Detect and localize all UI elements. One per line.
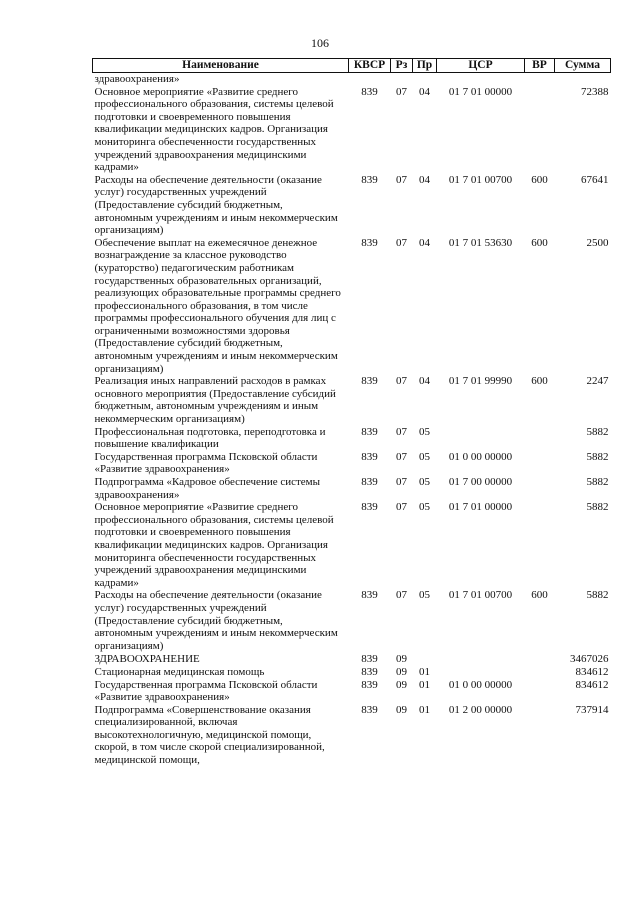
table-row: [93, 501, 611, 589]
row-name: Подпрограмма «Кадровое обеспечение системы здравоохранения»: [94, 476, 321, 501]
row-sum: 2247: [586, 375, 609, 388]
budget-table: [92, 58, 611, 767]
table-row: [93, 652, 611, 666]
row-kvsr: 839: [361, 501, 378, 514]
row-name: Стационарная медицинская помощь: [94, 665, 265, 678]
row-name: Основное мероприятие «Развитие среднего профессионального образования, системы целевой подготовки и своевременного повышения квалификации медицинских кадров. Организация мониторинга обеспеченности государственных учреждений здравоохранения медицинскими кадрами»: [94, 85, 334, 174]
row-sum: 5882: [586, 450, 609, 463]
table-row: [93, 666, 611, 679]
header-vr: ВР: [525, 59, 555, 73]
row-sum: 5882: [586, 425, 609, 438]
row-sum: 2500: [586, 236, 609, 249]
row-pr: 05: [419, 501, 430, 514]
table-row: [93, 589, 611, 652]
row-rz: 09: [396, 665, 407, 678]
row-rz: 07: [396, 589, 407, 602]
row-kvsr: 839: [361, 476, 378, 488]
row-name: Государственная программа Псковской области «Развитие здравоохранения»: [94, 678, 318, 704]
row-vr: [525, 666, 555, 679]
row-pr: 01: [419, 703, 430, 716]
row-kvsr: 839: [361, 425, 378, 438]
header-csr: ЦСР: [437, 59, 525, 73]
row-name: Подпрограмма «Совершенствование оказания специализированной, включая высокотехнологичную, медицинской помощи, скорой, в том числе скорой специализированной, медицинской помощи,: [94, 703, 325, 767]
page-number: 106: [311, 36, 329, 50]
row-sum: 3467026: [570, 653, 609, 666]
row-csr: 01 7 01 00700: [448, 173, 513, 186]
row-pr: 05: [419, 476, 430, 488]
table-row: [93, 174, 611, 237]
row-vr: [525, 704, 555, 767]
row-rz: 07: [396, 450, 407, 463]
row-csr: 01 0 00 00000: [448, 450, 513, 463]
header-rz: Рз: [391, 59, 413, 73]
row-csr: [437, 666, 525, 679]
row-name: Основное мероприятие «Развитие среднего профессионального образования, системы целевой подготовки и своевременного повышения квалификации медицинских кадров. Организация мониторинга обеспеченности государственных учреждений здравоохранения медицинскими кадрами»: [94, 501, 334, 589]
table-row: [93, 704, 611, 767]
row-vr: [525, 501, 555, 589]
row-pr: 04: [419, 173, 430, 186]
row-kvsr: 839: [361, 665, 378, 678]
row-vr: 600: [531, 589, 548, 602]
row-rz: 07: [396, 425, 407, 438]
row-kvsr: 839: [361, 703, 378, 716]
row-csr: 01 7 01 00700: [448, 589, 513, 602]
header-name: Наименование: [93, 59, 349, 73]
row-kvsr: 839: [361, 589, 378, 602]
row-vr: 600: [531, 375, 548, 388]
row-rz: [391, 73, 413, 86]
row-csr: [437, 73, 525, 86]
row-rz: 07: [396, 501, 407, 514]
row-csr: 01 7 01 53630: [448, 236, 513, 249]
row-rz: 07: [396, 236, 407, 249]
table-row: [93, 237, 611, 376]
row-csr: 01 7 01 00000: [448, 85, 513, 98]
row-vr: [525, 476, 555, 501]
table-row: [93, 426, 611, 451]
table-row: [93, 86, 611, 174]
row-pr: [413, 73, 437, 86]
row-vr: [525, 86, 555, 174]
row-rz: 07: [396, 375, 407, 388]
row-vr: [525, 73, 555, 86]
row-rz: 09: [396, 678, 407, 691]
row-kvsr: 839: [361, 85, 378, 98]
row-kvsr: 839: [361, 375, 378, 388]
row-name: Расходы на обеспечение деятельности (оказание услуг) государственных учреждений (Предоставление субсидий бюджетным, автономным учреждениям и иным некоммерческим организациям): [94, 589, 338, 652]
row-vr: [525, 652, 555, 666]
header-kvsr: КВСР: [349, 59, 391, 73]
header-sum: Сумма: [555, 59, 611, 73]
row-vr: [525, 451, 555, 476]
row-pr: [413, 652, 437, 666]
row-sum: 834612: [575, 678, 609, 691]
row-sum: 72388: [581, 85, 609, 98]
row-kvsr: 839: [361, 450, 378, 463]
row-csr: [437, 426, 525, 451]
row-csr: 01 7 01 00000: [448, 501, 513, 514]
table-header-row: [93, 59, 611, 73]
row-pr: 04: [419, 375, 430, 388]
row-kvsr: 839: [361, 678, 378, 691]
row-sum: [555, 73, 611, 86]
row-pr: 04: [419, 236, 430, 249]
row-sum: 5882: [586, 589, 609, 602]
row-csr: [437, 652, 525, 666]
row-pr: 05: [419, 589, 430, 602]
row-pr: 05: [419, 450, 430, 463]
row-kvsr: [349, 73, 391, 86]
row-rz: 09: [396, 653, 407, 666]
row-pr: 01: [419, 665, 430, 678]
row-vr: 600: [531, 236, 548, 249]
table-row: [93, 679, 611, 704]
header-pr: Пр: [413, 59, 437, 73]
row-name: здравоохранения»: [94, 73, 180, 85]
row-rz: 09: [396, 703, 407, 716]
row-kvsr: 839: [361, 236, 378, 249]
table-row: [93, 476, 611, 501]
row-csr: 01 7 00 00000: [448, 476, 513, 488]
row-name: Реализация иных направлений расходов в рамках основного мероприятия (Предоставление субсидий бюджетным, автономным учреждениям и иным некоммерческим организациям): [94, 375, 336, 426]
row-sum: 834612: [575, 665, 609, 678]
row-pr: 01: [419, 678, 430, 691]
row-kvsr: 839: [361, 653, 378, 666]
row-rz: 07: [396, 85, 407, 98]
row-vr: [525, 679, 555, 704]
row-vr: [525, 426, 555, 451]
row-kvsr: 839: [361, 173, 378, 186]
row-csr: 01 2 00 00000: [448, 703, 513, 716]
row-rz: 07: [396, 173, 407, 186]
row-name: ЗДРАВООХРАНЕНИЕ: [94, 653, 200, 666]
table-row: [93, 73, 611, 86]
row-pr: 04: [419, 85, 430, 98]
row-sum: 5882: [586, 476, 609, 488]
row-sum: 67641: [581, 173, 609, 186]
row-name: Обеспечение выплат на ежемесячное денежное вознаграждение за классное руководство (кураторство) педагогическим работникам государственных образовательных организаций, реализующих образовательные программы среднего профессионального образования, в том числе программы профессионального обучения для лиц с ограниченными возможностями здоровья (Предоставление субсидий бюджетным, автономным учреждениям и иным некоммерческим организациям): [94, 236, 341, 375]
row-name: Государственная программа Псковской области «Развитие здравоохранения»: [94, 450, 318, 476]
row-sum: 5882: [586, 501, 609, 514]
row-pr: 05: [419, 425, 430, 438]
row-vr: 600: [531, 173, 548, 186]
row-name: Профессиональная подготовка, переподготовка и повышение квалификации: [94, 425, 326, 451]
row-name: Расходы на обеспечение деятельности (оказание услуг) государственных учреждений (Предоставление субсидий бюджетным, автономным учреждениям и иным некоммерческим организациям): [94, 173, 338, 237]
table-row: [93, 375, 611, 425]
row-csr: 01 7 01 99990: [448, 375, 513, 388]
row-csr: 01 0 00 00000: [448, 678, 513, 691]
row-sum: 737914: [575, 703, 609, 716]
table-row: [93, 451, 611, 476]
row-rz: 07: [396, 476, 407, 488]
